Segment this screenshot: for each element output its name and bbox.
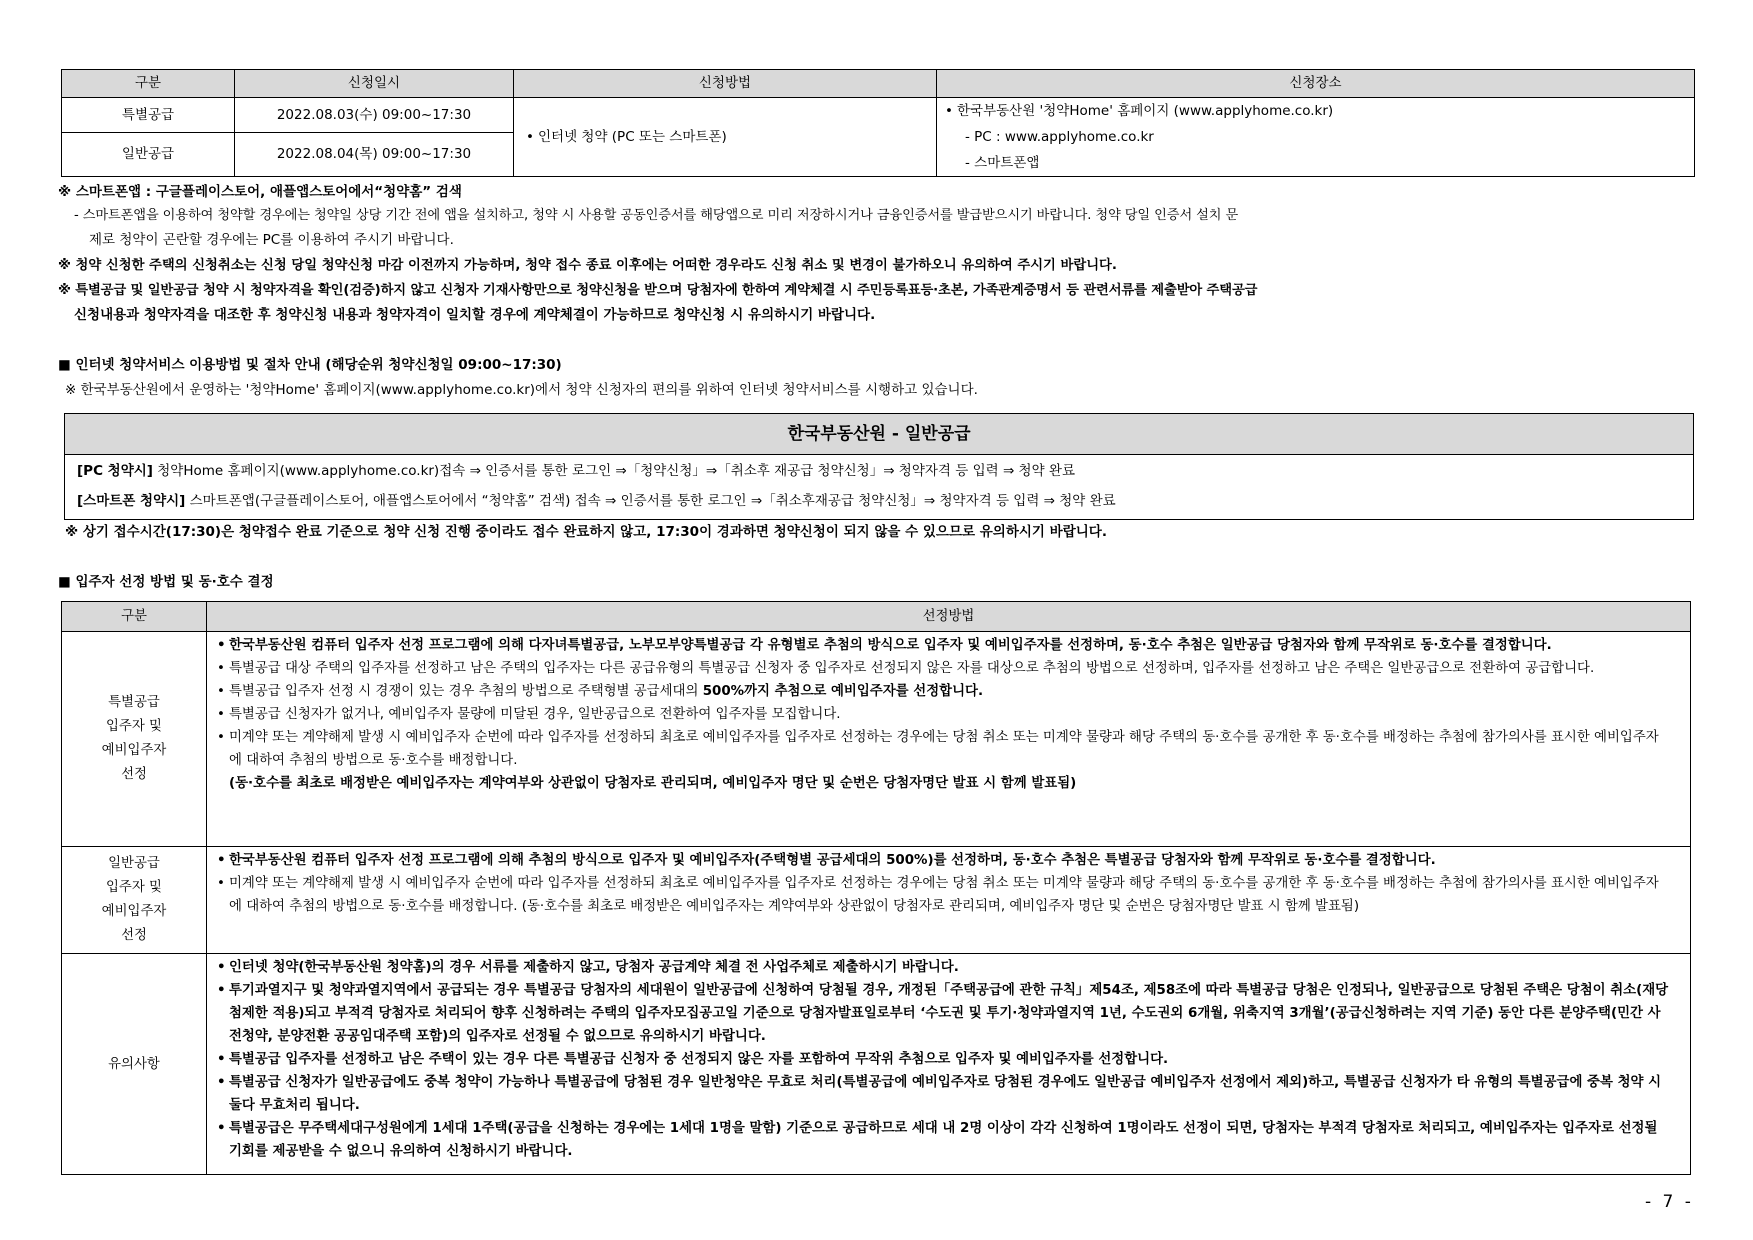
section-title-selection: ■ 입주자 선정 방법 및 동·호수 결정 <box>58 574 274 590</box>
selection-table <box>61 601 1691 1175</box>
special-paren-note: (동·호수를 최초로 배정받은 예비입주자는 계약여부와 상관없이 당첨자로 관리되며, 예비입주자 명단 및 순번은 당첨자명단 발표 시 함께 발표됨) <box>229 776 1077 791</box>
method-cell <box>514 98 937 177</box>
general-label-3: 예비입주자 <box>101 904 167 919</box>
caution-item-1: • 인터넷 청약(한국부동산원 청약홈)의 경우 서류를 제출하지 않고, 당첨자 공급계약 체결 전 사업주체로 제출하시기 바랍니다. <box>217 956 1670 979</box>
caution-item-5: • 특별공급은 무주택세대구성원에게 1세대 1주택(공급을 신청하는 경우에는 1세대 1명을 말함) 기준으로 공급하므로 세대 내 2명 이상이 각각 신청하여 1명이라도 선정이 되면, 당첨자는 부적격 당첨자로 처리되고, 예비입주자는 입주자로 선정될 기회를 제공받을 수 없으니 유의하여 신청하시기 바랍니다. <box>217 1117 1670 1163</box>
special-label-4: 선정 <box>121 767 147 782</box>
col-header-method: 신청방법 <box>514 70 937 98</box>
general-item-2: • 미계약 또는 계약해제 발생 시 예비입주자 순번에 따라 입주자를 선정하되 최초로 예비입주자를 입주자로 선정하는 경우에는 당첨 취소 또는 미계약 물량과 해당 주택의 동·호수를 공개한 후 동·호수를 배정하는 추첨에 참가의사를 표시한 예비입주자에 대하여 추첨의 방법으로 동·호수를 배정합니다. (동·호수를 최초로 배정받은 예비입주자는 계약여부와 상관없이 당첨자로 관리되며, 예비입주자 명단 및 순번은 당첨자명단 발표 시 함께 발표됨) <box>217 872 1670 918</box>
procedure-box <box>64 413 1694 520</box>
special-item-3-text: 특별공급 입주자 선정 시 경쟁이 있는 경우 추첨의 방법으로 주택형별 공급세대의 <box>229 684 703 699</box>
place-line-1: • 한국부동산원 '청약Home' 홈페이지 (www.applyhome.co.kr) <box>945 98 1684 124</box>
general-item-1: • 한국부동산원 컴퓨터 입주자 선정 프로그램에 의해 추첨의 방식으로 입주자 및 예비입주자(주택형별 공급세대의 500%)를 선정하며, 동·호수 추첨은 특별공급 당첨자와 함께 무작위로 동·호수를 결정합니다. <box>217 849 1670 872</box>
special-item-3-bold: 500%까지 추첨으로 예비입주자를 선정합니다. <box>702 684 984 699</box>
special-label-1: 특별공급 <box>108 695 160 710</box>
general-label-1: 일반공급 <box>108 856 160 871</box>
general-supply-label <box>62 847 207 954</box>
caution-content <box>207 954 1691 1175</box>
col-header-type: 구분 <box>62 70 235 98</box>
row-datetime-general: 2022.08.04(목) 09:00~17:30 <box>235 132 514 176</box>
place-cell <box>937 98 1695 177</box>
procedure-mobile-steps: 스마트폰앱(구글플레이스토어, 애플앱스토어에서 “청약홈” 검색) 접속 ⇒ 인증서를 통한 로그인 ⇒「취소후재공급 청약신청」⇒ 청약자격 등 입력 ⇒ 청약 완료 <box>189 493 1116 509</box>
row-datetime-special: 2022.08.03(수) 09:00~17:30 <box>235 98 514 133</box>
selection-header-type: 구분 <box>62 602 207 632</box>
place-line-2: - PC : www.applyhome.co.kr <box>965 129 1154 145</box>
col-header-datetime: 신청일시 <box>235 70 514 98</box>
note-cancel: ※ 청약 신청한 주택의 신청취소는 신청 당일 청약신청 마감 이전까지 가능하며, 청약 접수 종료 이후에는 어떠한 경우라도 신청 취소 및 변경이 불가하오니 유의하여 주시기 바랍니다. <box>58 258 1117 273</box>
method-text: • 인터넷 청약 (PC 또는 스마트폰) <box>526 127 926 147</box>
general-label-4: 선정 <box>121 928 147 943</box>
caution-item-3: • 특별공급 입주자를 선정하고 남은 주택이 있는 경우 다른 특별공급 신청자 중 선정되지 않은 자를 포함하여 무작위 추첨으로 입주자 및 예비입주자를 선정합니다. <box>217 1048 1670 1071</box>
deadline-warning: ※ 상기 접수시간(17:30)은 청약접수 완료 기준으로 청약 신청 진행 중이라도 접수 완료하지 않고, 17:30이 경과하면 청약신청이 되지 않을 수 있으므로 유의하시기 바랍니다. <box>65 524 1107 540</box>
note-smartphone-detail-2: 제로 청약이 곤란할 경우에는 PC를 이용하여 주시기 바랍니다. <box>89 232 454 248</box>
schedule-table <box>61 69 1695 177</box>
procedure-pc <box>77 461 1075 481</box>
caution-item-4: • 특별공급 신청자가 일반공급에도 중복 청약이 가능하나 특별공급에 당첨된 경우 일반청약은 무효로 처리(특별공급에 예비입주자로 당첨된 경우에도 일반공급 예비입주자 선정에서 제외)하고, 특별공급 신청자가 타 유형의 특별공급에 중복 청약 시 둘다 무효처리 됩니다. <box>217 1071 1670 1117</box>
note-documents-1: ※ 특별공급 및 일반공급 청약 시 청약자격을 확인(검증)하지 않고 신청자 기재사항만으로 청약신청을 받으며 당첨자에 한하여 계약체결 시 주민등록표등·초본, 가족관계증명서 등 관련서류를 제출받아 주택공급 <box>58 283 1258 298</box>
selection-header-method: 선정방법 <box>207 602 1691 632</box>
page-number: - 7 - <box>1645 1192 1694 1212</box>
procedure-mobile <box>77 491 1116 511</box>
special-item-3 <box>217 680 1670 703</box>
row-type-special: 특별공급 <box>62 98 235 133</box>
col-header-place: 신청장소 <box>937 70 1695 98</box>
caution-label: 유의사항 <box>62 954 207 1175</box>
caution-item-2: • 투기과열지구 및 청약과열지역에서 공급되는 경우 특별공급 당첨자의 세대원이 일반공급에 신청하여 당첨될 경우, 개정된「주택공급에 관한 규칙」제54조, 제58조에 따라 특별공급 당첨은 인정되나, 일반공급으로 당첨된 주택은 당첨이 취소(재당첨제한 적용)되고 부적격 당첨자로 처리되어 향후 신청하려는 주택의 입주자모집공고일 기준으로 당첨자발표일로부터 ‘수도권 및 투기·청약과열지역 1년, 수도권외 6개월, 위축지역 3개월’(공급신청하려는 지역 기준) 동안 다른 분양주택(민간 사전청약, 분양전환 공공임대주택 포함)의 입주자로 선정될 수 없으므로 유의하시기 바랍니다. <box>217 979 1670 1048</box>
procedure-box-title: 한국부동산원 - 일반공급 <box>65 414 1693 455</box>
special-item-1: • 한국부동산원 컴퓨터 입주자 선정 프로그램에 의해 다자녀특별공급, 노부모부양특별공급 각 유형별로 추첨의 방식으로 입주자 및 예비입주자를 선정하며, 동·호수 추첨은 일반공급 당첨자와 함께 무작위로 동·호수를 결정합니다. <box>217 634 1670 657</box>
place-line-3: - 스마트폰앱 <box>965 155 1040 171</box>
note-smartphone-detail-1: - 스마트폰앱을 이용하여 청약할 경우에는 청약일 상당 기간 전에 앱을 설치하고, 청약 시 사용할 공동인증서를 해당앱으로 미리 저장하시거나 금융인증서를 발급받으시기 바랍니다. 청약 당일 인증서 설치 문 <box>74 208 1239 223</box>
row-type-general: 일반공급 <box>62 132 235 176</box>
section-title-internet: ■ 인터넷 청약서비스 이용방법 및 절차 안내 (해당순위 청약신청일 09:00~17:30) <box>58 357 562 373</box>
special-supply-label <box>62 632 207 847</box>
special-supply-method <box>207 632 1691 847</box>
special-item-2: • 특별공급 대상 주택의 입주자를 선정하고 남은 주택의 입주자는 다른 공급유형의 특별공급 신청자 중 입주자로 선정되지 않은 자를 대상으로 추첨의 방법으로 선정하며, 입주자를 선정하고 남은 주택은 일반공급으로 전환하여 공급합니다. <box>217 657 1670 680</box>
internet-service-note: ※ 한국부동산원에서 운영하는 '청약Home' 홈페이지(www.applyhome.co.kr)에서 청약 신청자의 편의를 위하여 인터넷 청약서비스를 시행하고 있습니다. <box>65 382 978 398</box>
procedure-pc-steps: 청약Home 홈페이지(www.applyhome.co.kr)접속 ⇒ 인증서를 통한 로그인 ⇒「청약신청」⇒「취소후 재공급 청약신청」⇒ 청약자격 등 입력 ⇒ 청약 완료 <box>157 463 1076 479</box>
special-item-5: • 미계약 또는 계약해제 발생 시 예비입주자 순번에 따라 입주자를 선정하되 최초로 예비입주자를 입주자로 선정하는 경우에는 당첨 취소 또는 미계약 물량과 해당 주택의 동·호수를 공개한 후 동·호수를 배정하는 추첨에 참가의사를 표시한 예비입주자에 대하여 추첨의 방법으로 동·호수를 배정합니다. <box>217 726 1670 772</box>
special-label-2: 입주자 및 <box>106 719 162 734</box>
procedure-mobile-label: [스마트폰 청약시] <box>77 493 186 509</box>
special-item-4: • 특별공급 신청자가 없거나, 예비입주자 물량에 미달된 경우, 일반공급으로 전환하여 입주자를 모집합니다. <box>217 703 1670 726</box>
special-label-3: 예비입주자 <box>101 743 167 758</box>
note-documents-2: 신청내용과 청약자격을 대조한 후 청약신청 내용과 청약자격이 일치할 경우에 계약체결이 가능하므로 청약신청 시 유의하시기 바랍니다. <box>74 307 876 323</box>
note-smartphone-app: ※ 스마트폰앱 : 구글플레이스토어, 애플앱스토어에서“청약홈” 검색 <box>58 184 462 200</box>
procedure-pc-label: [PC 청약시] <box>77 463 153 479</box>
general-label-2: 입주자 및 <box>106 880 162 895</box>
general-supply-method <box>207 847 1691 954</box>
